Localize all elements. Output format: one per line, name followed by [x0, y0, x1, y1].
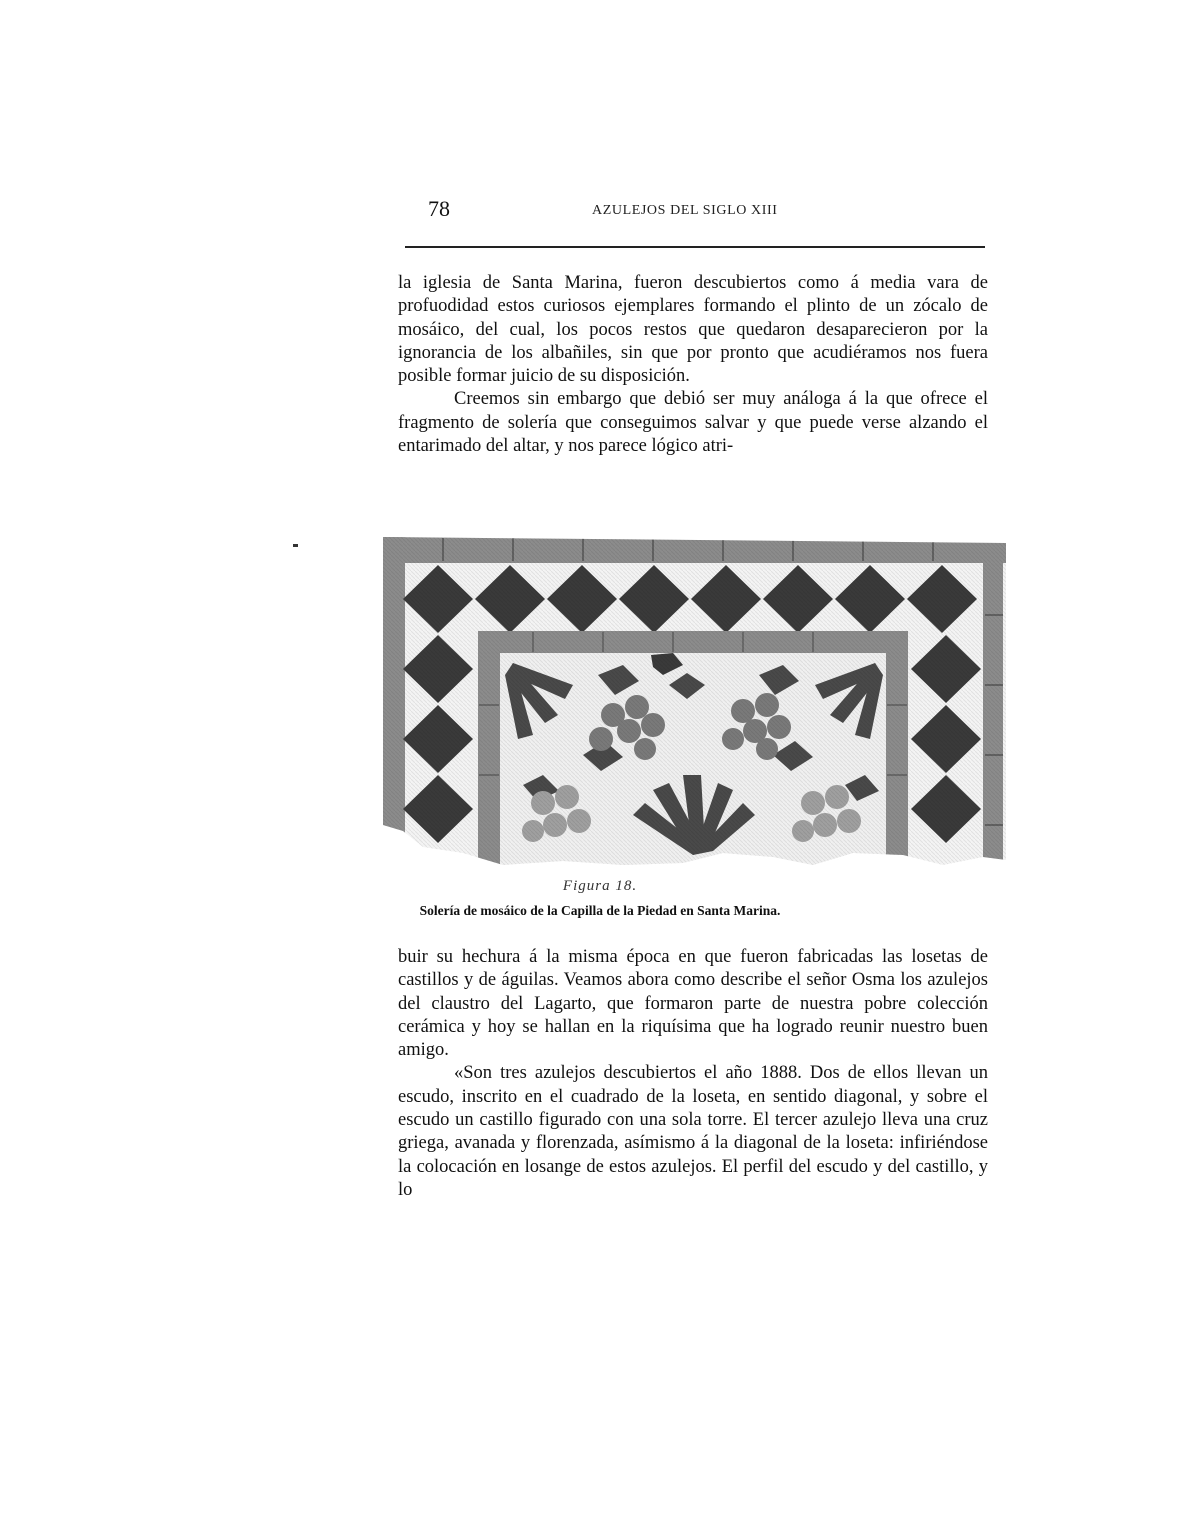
header-rule — [405, 246, 985, 248]
paragraph: la iglesia de Santa Marina, fueron descubiertos como á media vara de profuodidad estos curiosos ejemplares formando el plinto de un zócalo de mosáico, del cual, los pocos restos que quedaron desaparecieron por la ignorancia de los albañiles, sin que por pronto que acudiéramos nos fuera posible formar juicio de su disposición. — [398, 273, 988, 387]
margin-mark — [293, 544, 298, 547]
figure-mosaic — [383, 535, 1006, 870]
paragraph: «Son tres azulejos descubiertos el año 1888. Dos de ellos llevan un escudo, inscrito en el cuadrado de la loseta, en sentido diagonal, y sobre el escudo un castillo figurado con una sola torre. El tercer azulejo lleva una cruz griega, avanada y florenzada, asímismo á la diagonal de la loseta: infiriéndose la colocación en losange de estos azulejos. El perfil del escudo y del castillo, y lo — [398, 1063, 988, 1200]
page-number: 78 — [428, 196, 450, 221]
figure-number: Figura 18. — [562, 878, 638, 894]
figure-caption: Solería de mosáico de la Capilla de la Piedad en Santa Marina. — [419, 903, 781, 918]
text-block-top — [398, 272, 988, 458]
mosaic-illustration — [383, 535, 1006, 870]
running-head: AZULEJOS DEL SIGLO XIII — [592, 203, 778, 218]
text-block-bottom — [398, 946, 988, 1202]
paragraph: buir su hechura á la misma época en que fueron fabricadas las losetas de castillos y de águilas. Veamos abora como describe el señor Osma los azulejos del claustro del Lagarto, que formaron parte de nuestra pobre colección cerámica y hoy se hallan en la riquísima que ha logrado reunir nuestro buen amigo. — [398, 947, 988, 1061]
paragraph: Creemos sin embargo que debió ser muy análoga á la que ofrece el fragmento de solería que conseguimos salvar y que puede verse alzando el entarimado del altar, y nos parece lógico atri- — [398, 389, 988, 457]
